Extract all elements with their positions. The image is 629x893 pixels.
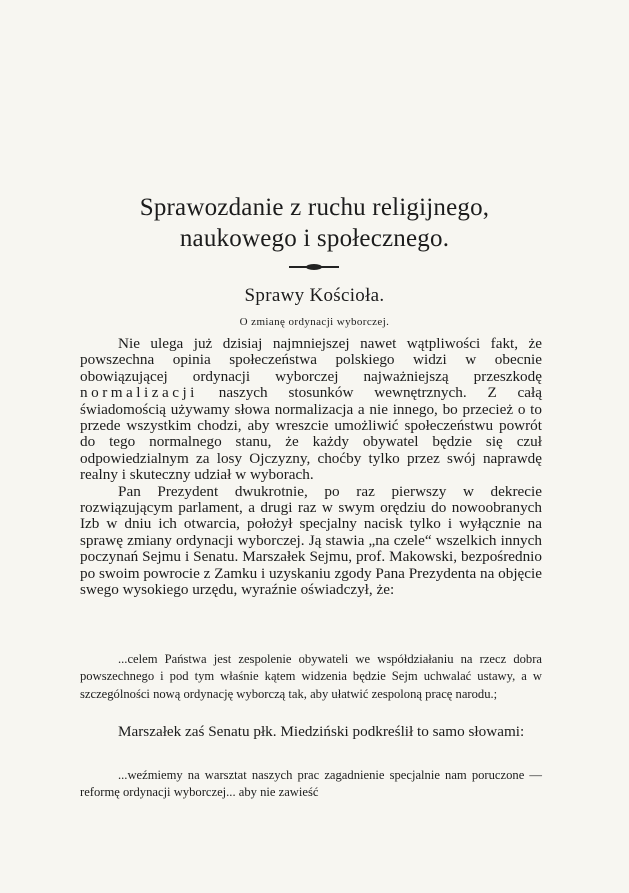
section-subheading: O zmianę ordynacji wyborczej.: [239, 316, 390, 328]
article-body: [80, 336, 542, 599]
page-title-line-1: Sprawozdanie z ruchu religijnego,: [139, 194, 490, 221]
quote-1-text: ...celem Państwa jest zespolenie obywateli we współdziałaniu na rzecz dobra powszechnego i pod tym właśnie kątem widzenia będzie Sejm uchwalać ustawy, a w szczególności nową ordynację wyborczą tak, aby ułatwić zespoloną pracę narodu.;: [80, 652, 542, 701]
paragraph-1: [80, 336, 542, 484]
section-heading: Sprawy Kościoła.: [244, 285, 385, 306]
paragraph-2: Pan Prezydent dwukrotnie, po raz pierwszy w dekrecie rozwiązującym parlament, a drugi raz w swym orędziu do nowoobranych Izb w dniu ich otwarcia, położył specjalny nacisk tylko i wyłącznie na sprawę zmiany ordynacji wyborczej. Ją stawia „na czele“ wszelkich innych poczynań Sejmu i Senatu. Marszałek Sejmu, prof. Makowski, bezpośrednio po swoim powrocie z Zamku i uzyskaniu zgody Pana Prezydenta na objęcie swego wysokiego urzędu, wyraźnie oświadczył, że:: [80, 482, 542, 599]
article-body-continued: [80, 724, 542, 741]
quote-2-text: ...weźmiemy na warsztat naszych prac zagadnienie specjalnie nam poruczone — reformę ordynacji wyborczej... aby nie zawieść: [80, 768, 542, 800]
paragraph-1-before: Nie ulega już dzisiaj najmniejszej nawet wątpliwości fakt, że powszechna opinia społeczeństwa polskiego widzi w obecnie obowiązującej ordynacji wyborczej najważniejszą przeszkodę: [80, 335, 542, 385]
page-title-line-2: naukowego i społecznego.: [179, 225, 450, 252]
quote-2: [80, 767, 542, 802]
paragraph-1-after: naszych stosunków wewnętrznych. Z całą świadomością używamy słowa normalizacja a nie innego, bo przecież o to przede wszystkim chodzi, aby wreszcie umożliwić społeczeństwu powrót do tego normalnego stanu, że każdy obywatel będzie się czuł odpowiedzialnym za losy Ojczyzny, choćby tylko przez swój naprawdę realny i skuteczny udział w wyborach.: [80, 384, 542, 484]
paragraph-1-spaced-word: normalizacji: [80, 384, 198, 402]
paragraph-3: Marszałek zaś Senatu płk. Miedziński podkreślił to samo słowami:: [118, 723, 525, 740]
divider-ornament: [306, 264, 322, 270]
quote-1: [80, 651, 542, 703]
